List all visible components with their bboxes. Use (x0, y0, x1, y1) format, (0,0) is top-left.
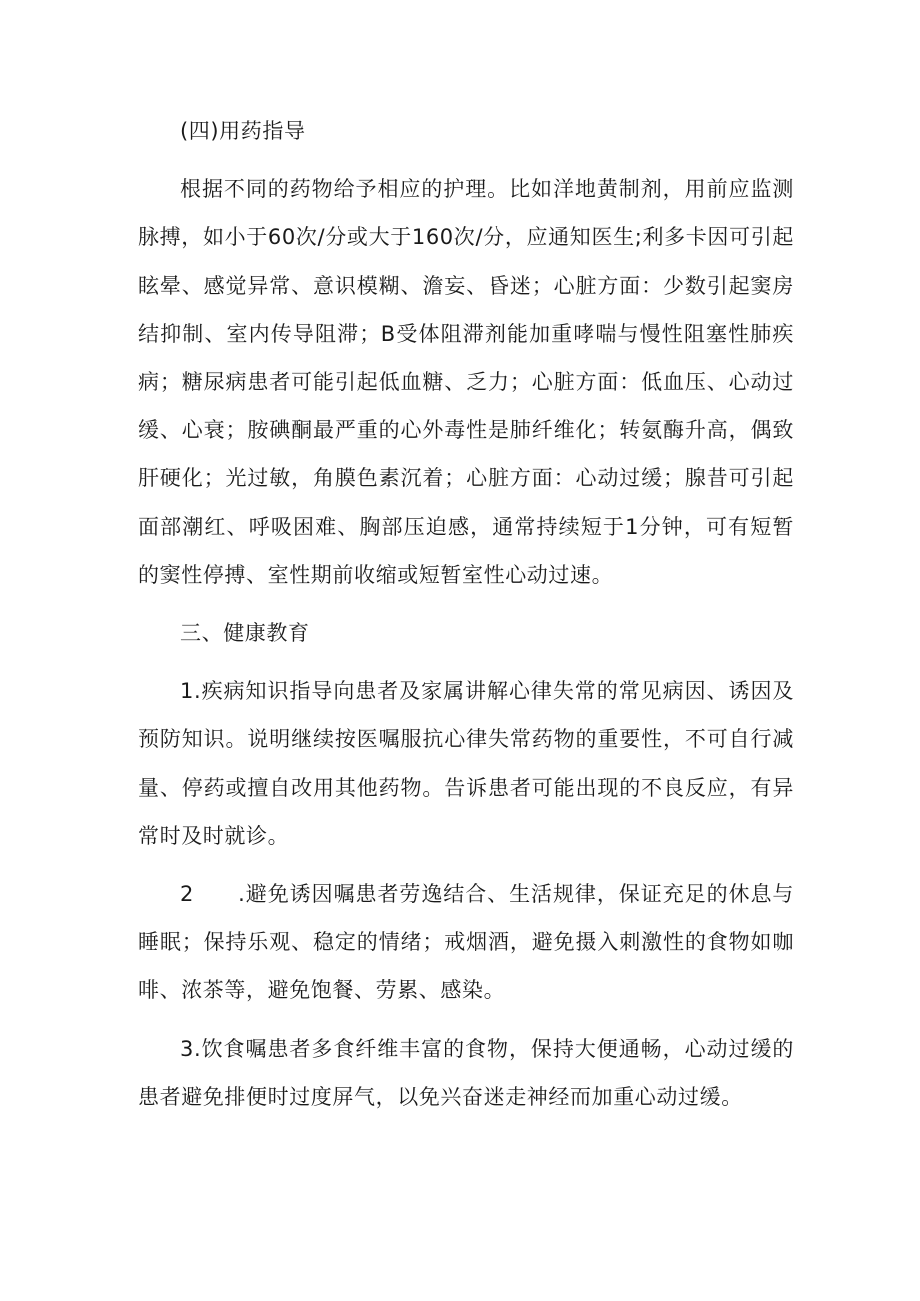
spacer (138, 1015, 794, 1025)
spacer (138, 657, 794, 667)
medication-guidance-heading: (四)用药指导 (180, 119, 306, 143)
diet-paragraph: 3.饮食嘱患者多食纤维丰富的食物，保持大便通畅，心动过缓的患者避免排便时过度屏气，以免兴奋迷走神经而加重心动过缓。 (138, 1036, 794, 1109)
spacer (138, 860, 794, 870)
document-body (138, 107, 794, 1121)
health-education-heading: 三、健康教育 (180, 621, 310, 646)
avoid-triggers-paragraph: 2 .避免诱因嘱患者劳逸结合、生活规律，保证充足的休息与睡眠；保持乐观、稳定的情绪；戒烟酒，避免摄入刺激性的食物如咖啡、浓茶等，避免饱餐、劳累、感染。 (138, 882, 794, 1003)
spacer (138, 599, 794, 609)
disease-knowledge-paragraph: 1.疾病知识指导向患者及家属讲解心律失常的常见病因、诱因及预防知识。说明继续按医嘱服抗心律失常药物的重要性，不可自行减量、停药或擅自改用其他药物。告诉患者可能出现的不良反应，有异常时及时就诊。 (138, 679, 794, 848)
medication-guidance-paragraph: 根据不同的药物给予相应的护理。比如洋地黄制剂，用前应监测脉搏，如小于60次/分或大于160次/分，应通知医生;利多卡因可引起眩晕、感觉异常、意识模糊、澹妄、昏迷；心脏方面：少数引起窦房结抑制、室内传导阻滞；B受体阻滞剂能加重哮喘与慢性阻塞性肺疾病；糖尿病患者可能引起低血糖、乏力；心脏方面：低血压、心动过缓、心衰；胺碘酮最严重的心外毒性是肺纤维化；转氨酶升高，偶致肝硬化；光过敏，角膜色素沉着；心脏方面：心动过缓；腺昔可引起面部潮红、呼吸困难、胸部压迫感，通常持续短于1分钟，可有短暂的窦性停搏、室性期前收缩或短暂室性心动过速。 (138, 177, 794, 587)
spacer (138, 155, 794, 165)
